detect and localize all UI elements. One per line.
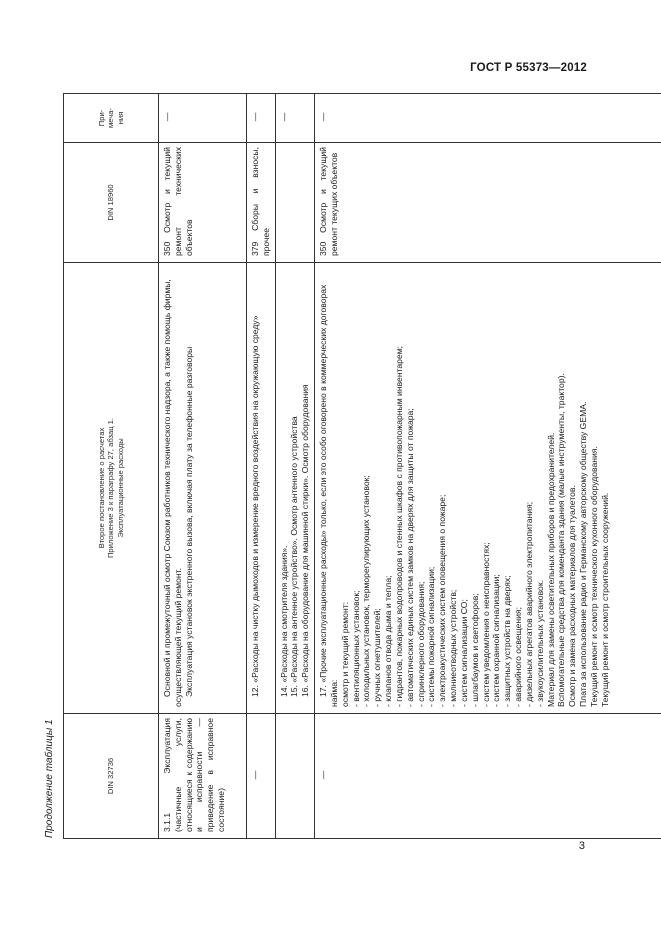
regulation-line: - спринклерного оборудования; — [415, 581, 426, 707]
regulation-line: Материал для замены осветительных приборов и предохранителей. — [545, 432, 556, 707]
regulation-line: Вспомогательные средства для коменданта здания (малые инструменты, трактор). — [556, 373, 567, 707]
header-regulation-line: Второе постановление о расчетах — [96, 427, 106, 549]
regulation-line: - клапанов отвода дыма и тепла; — [383, 575, 394, 707]
regulation-line: - аварийного освещения; — [513, 607, 524, 707]
cell-din-32736: — — [247, 714, 276, 839]
regulation-line: - автоматических единых систем замков на дверях для защиты от пожара; — [404, 408, 415, 707]
table-header — [64, 94, 159, 839]
regulation-line: - молниеотводных устройств; — [448, 589, 459, 707]
header-notes: При- меча- ния — [64, 94, 159, 143]
regulation-line: 12. «Расходы на чистку дымоходов и измерение вредного воздействия на окружающую среду» — [250, 315, 260, 697]
standard-code: ГОСТ Р 55373—2012 — [470, 62, 587, 74]
table-container — [63, 94, 610, 839]
cell-din-18960 — [275, 143, 314, 263]
header-din-18960: DIN 18960 — [64, 143, 159, 263]
table-body — [159, 94, 661, 839]
cell-notes: — — [159, 94, 247, 143]
regulation-line: - ручных огнетушителей; — [372, 608, 383, 707]
regulation-line: 15. «Расходы на антенное устройство». Осмотр антенного устройства — [289, 416, 300, 697]
table-row — [275, 94, 314, 839]
header-row — [64, 94, 159, 839]
operating-costs-table — [63, 93, 661, 839]
cell-notes: — — [275, 94, 314, 143]
regulation-line: - звукоусилительных установок. — [534, 580, 545, 707]
cell-din-32736: 3.1.1 Эксплуатация (частичные услуги, относящиеся к содержанию и исправности — приведение в исправное состояние) — [159, 714, 247, 839]
regulation-line: - шлагбаумов и светофоров; — [469, 593, 480, 707]
regulation-line: Текущий ремонт и осмотр технического кухонного оборудования. — [588, 446, 599, 707]
cell-din-18960: 350 Осмотр и текущий ремонт текущих объектов — [315, 143, 661, 263]
regulation-line: 16. «Расходы на оборудование для машинной стирки». Осмотр оборудования — [300, 384, 311, 697]
header-regulation-line: Приложение 3 к параграфу 27, абзац 1. — [106, 417, 116, 559]
regulation-line: Текущий ремонт и осмотр строительных сооружений. — [599, 492, 610, 707]
cell-din-32736 — [275, 714, 314, 839]
regulation-line: Основной и промежуточный осмотр Союзом работников технического надзора, а также помощь фирмы, осуществляющей текущий ремонт. — [162, 279, 183, 707]
regulation-line: осмотр и текущий ремонт: — [339, 601, 350, 707]
header-regulation-line: Эксплуатационные расходы — [115, 438, 125, 538]
page-number: 3 — [578, 840, 585, 852]
regulation-line: - холодильных установок, терморегулирующих установок; — [361, 475, 372, 707]
header-din-32736: DIN 32736 — [64, 714, 159, 839]
cell-notes: — — [315, 94, 661, 143]
regulation-line: - гидрантов, пожарных водопроводов и стенных шкафов с противопожарным инвентарем; — [393, 345, 404, 707]
regulation-line: 14. «Расходы на смотрителя здания». — [278, 545, 289, 697]
regulation-line: Осмотр и замена расходных материалов для туалетов. — [567, 485, 578, 707]
regulation-line: - системы пожарной сигнализации; — [426, 566, 437, 707]
regulation-line: - электроакустических систем оповещения о пожаре; — [437, 494, 448, 707]
cell-din-32736: — — [315, 714, 661, 839]
cell-din-18960: 350 Осмотр и текущий ремонт технических объектов — [159, 143, 247, 263]
regulation-line: Эксплуатация установок экстренного вызова, включая плату за телефонные разговоры — [183, 346, 194, 697]
regulation-line: - систем охранной сигнализации; — [491, 574, 502, 707]
regulation-line: - систем сигнализации СО; — [458, 599, 469, 707]
header-regulation — [64, 263, 159, 714]
continuation-label: Продолжение таблицы 1 — [44, 719, 55, 838]
cell-regulation — [247, 263, 276, 714]
regulation-line: 17. «Прочие эксплуатационные расходы» только, если это особо оговорено в коммерческих договорах найма: — [318, 284, 339, 707]
table-row — [315, 94, 661, 839]
regulation-line: - систем уведомления о неисправностях; — [480, 542, 491, 707]
regulation-line: - защитных устройств на дверях; — [502, 575, 513, 707]
cell-din-18960: 379 Сборы и взносы, прочее — [247, 143, 276, 263]
table-row — [247, 94, 276, 839]
cell-regulation — [315, 263, 661, 714]
regulation-line: - дизельных агрегатов аварийного электропитания; — [523, 501, 534, 707]
table-row — [159, 94, 247, 839]
regulation-line: Плата за использование радио и Германскому авторскому обществу GEMA. — [578, 401, 589, 707]
cell-regulation — [275, 263, 314, 714]
cell-regulation — [159, 263, 247, 714]
regulation-line: - вентиляционных установок; — [350, 590, 361, 707]
cell-notes: — — [247, 94, 276, 143]
